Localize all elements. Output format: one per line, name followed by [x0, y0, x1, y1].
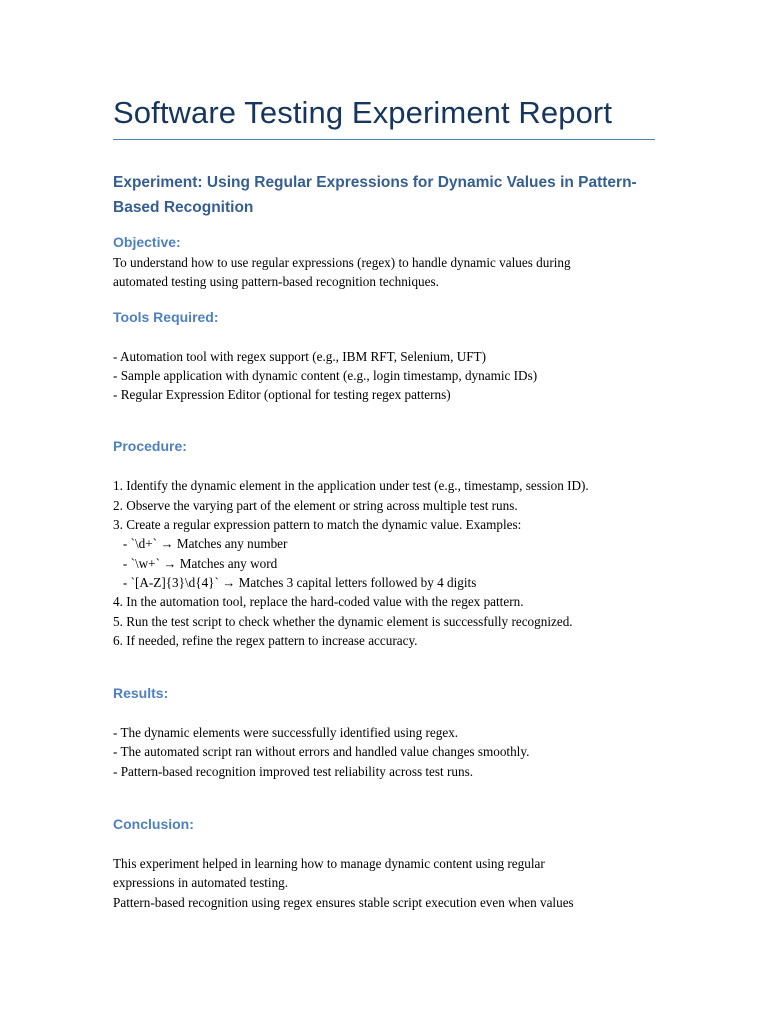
conclusion-text: [113, 854, 658, 912]
objective-heading: Objective:: [113, 234, 181, 250]
page-title: Software Testing Experiment Report: [113, 95, 613, 130]
procedure-line: 5. Run the test script to check whether the dynamic element is successfully recognized.: [113, 613, 573, 629]
objective-line-2: automated testing using pattern-based recognition techniques.: [113, 274, 439, 290]
results-heading: Results:: [113, 685, 169, 702]
results-item: - The dynamic elements were successfully identified using regex.: [113, 725, 459, 741]
procedure-line: 3. Create a regular expression pattern to match the dynamic value. Examples:: [113, 517, 522, 533]
procedure-example: - `[A-Z]{3}\d{4}` → Matches 3 capital letters followed by 4 digits: [113, 574, 477, 590]
tools-item: - Sample application with dynamic content (e.g., login timestamp, dynamic IDs): [113, 367, 538, 383]
conclusion-line-2: expressions in automated testing.: [113, 875, 289, 891]
document-body: [113, 170, 658, 912]
tools-heading: Tools Required:: [113, 308, 219, 325]
procedure-example: - `\w+` → Matches any word: [113, 555, 278, 571]
experiment-heading-line-2: Based Recognition: [113, 199, 254, 216]
procedure-line: 6. If needed, refine the regex pattern to increase accuracy.: [113, 632, 418, 648]
conclusion-line-1: This experiment helped in learning how to manage dynamic content using regular: [113, 856, 545, 872]
title-underline: [113, 139, 655, 140]
tools-item: - Regular Expression Editor (optional for testing regex patterns): [113, 387, 451, 403]
procedure-line: 2. Observe the varying part of the element or string across multiple test runs.: [113, 497, 518, 513]
tools-list: [113, 347, 658, 405]
procedure-line: 1. Identify the dynamic element in the application under test (e.g., timestamp, session ID).: [113, 478, 589, 494]
procedure-example: - `\d+` → Matches any number: [113, 536, 288, 552]
objective-text: [113, 253, 658, 292]
objective-line-1: To understand how to use regular expressions (regex) to handle dynamic values during: [113, 255, 571, 270]
procedure-heading: Procedure:: [113, 438, 187, 455]
tools-item: - Automation tool with regex support (e.g., IBM RFT, Selenium, UFT): [113, 348, 487, 364]
conclusion-heading: Conclusion:: [113, 816, 194, 833]
results-item: - Pattern-based recognition improved test reliability across test runs.: [113, 763, 473, 779]
procedure-line: 4. In the automation tool, replace the hard-coded value with the regex pattern.: [113, 594, 524, 610]
results-list: [113, 723, 658, 781]
procedure-steps: [113, 476, 658, 650]
experiment-heading-line-1: Experiment: Using Regular Expressions for Dynamic Values in Pattern-: [113, 174, 637, 191]
results-item: - The automated script ran without errors and handled value changes smoothly.: [113, 744, 530, 760]
conclusion-line-3: Pattern-based recognition using regex ensures stable script execution even when values: [113, 894, 574, 910]
experiment-heading: [113, 170, 658, 220]
